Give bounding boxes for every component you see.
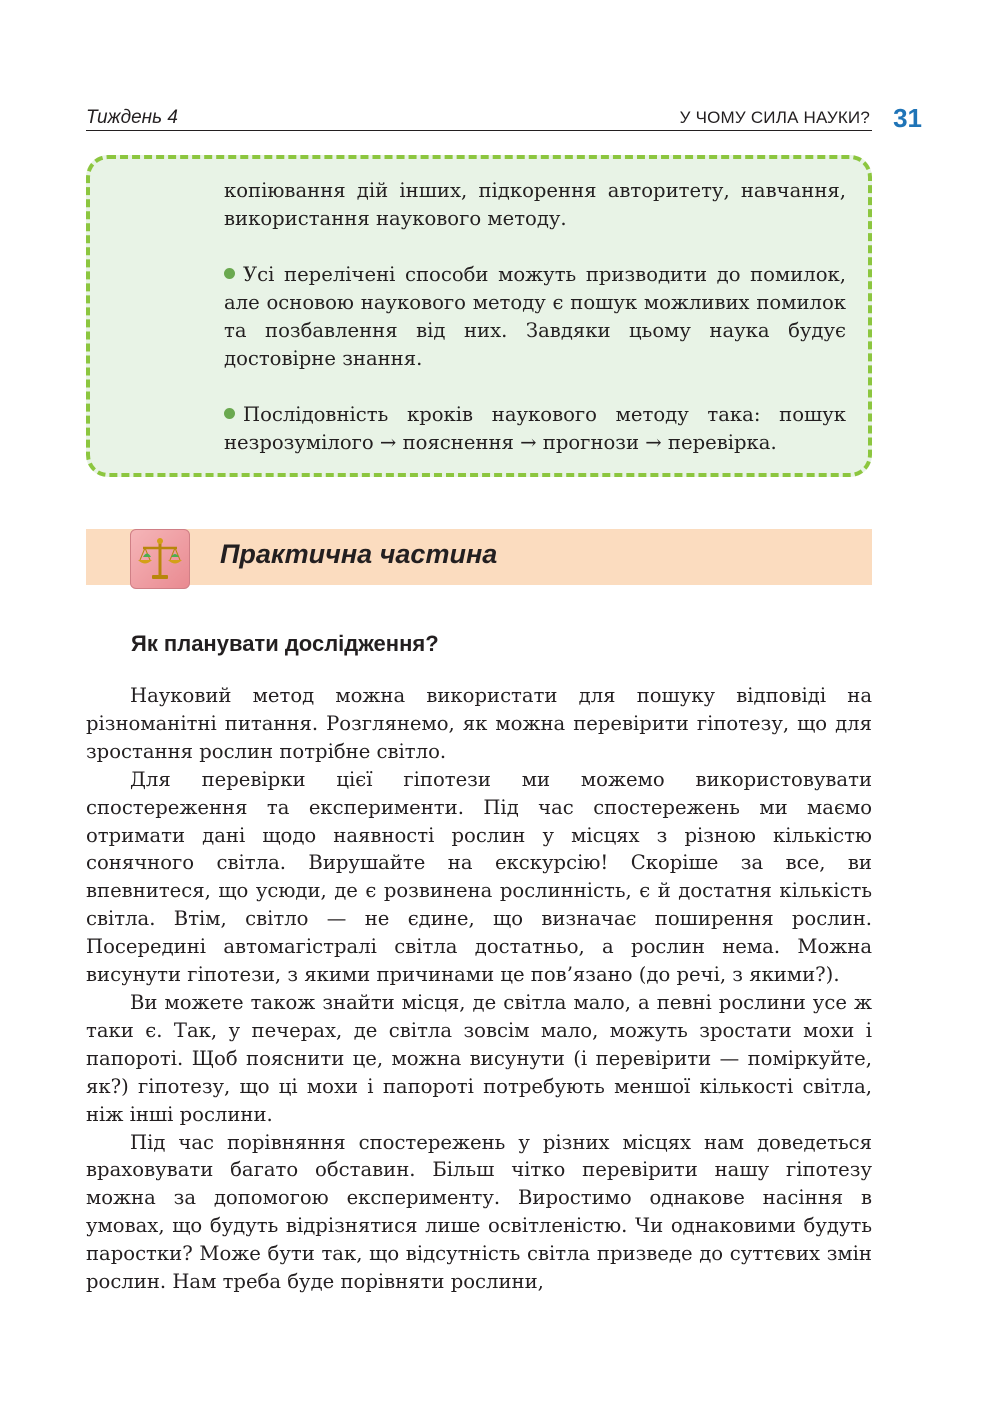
subheading: Як планувати дослідження? bbox=[131, 631, 439, 656]
header-divider bbox=[86, 130, 872, 131]
bullet-icon bbox=[224, 268, 235, 279]
page-header bbox=[86, 104, 922, 132]
body-paragraph: Під час порівняння спостережень у різних місцях нам доведеться враховувати багато обставин. Більш чітко перевірити нашу гіпотезу можна за допомогою експерименту. Виростимо однакове насіння в умовах, що будуть відрізнятися лише освітленістю. Чи однаковими будуть паростки? Може бути так, що відсутність світла призведе до суттєвих змін рослин. Нам треба буде порівняти рослини, bbox=[86, 1130, 872, 1294]
section-band bbox=[86, 529, 872, 585]
week-label: Тиждень 4 bbox=[86, 107, 178, 128]
summary-box bbox=[86, 155, 872, 477]
chapter-title: У ЧОМУ СИЛА НАУКИ? bbox=[679, 108, 870, 127]
body-paragraph: Науковий метод можна використати для пошуку відповіді на різноманітні питання. Розглянемо, як можна перевірити гіпотезу, що для зростання рослин потрібне світло. bbox=[86, 684, 872, 763]
summary-text bbox=[224, 177, 846, 457]
bullet-icon bbox=[224, 408, 235, 419]
body-text bbox=[86, 682, 872, 1296]
summary-paragraph bbox=[224, 401, 846, 457]
body-paragraph: Для перевірки цієї гіпотези ми можемо використовувати спостереження та експерименти. Під час спостережень ми маємо отримати дані щодо наявності рослин у місцях з різною кількістю сонячного світла. Вирушайте на екскурсію! Скоріше за все, ви впевнитеся, що усюди, де є розвинена рослинність, є й достатня кількість світла. Втім, світло — не єдине, що визначає поширення рослин. Посередині автомагістралі світла достатньо, а рослин нема. Можна висунути гіпотези, з якими причинами це пов’язано (до речі, з якими?). bbox=[86, 767, 872, 987]
scales-icon bbox=[130, 529, 190, 589]
page-number: 31 bbox=[893, 103, 922, 133]
body-paragraph: Ви можете також знайти місця, де світла мало, а певні рослини усе ж таки є. Так, у печерах, де світла зовсім мало, можуть зростати мохи і папороті. Щоб пояснити це, можна висунути (і перевірити — поміркуйте, як?) гіпотезу, що ці мохи і папороті потребують меншої кількості світла, ніж інші рослини. bbox=[86, 990, 872, 1126]
summary-paragraph bbox=[224, 261, 846, 373]
summary-bullet-text: Послідовність кроків наукового методу така: пошук незрозумілого → пояснення → прогнози → перевірка. bbox=[224, 403, 846, 454]
summary-bullet-text: Усі перелічені способи можуть призводити до помилок, але основою наукового методу є пошук можливих помилок та позбавлення від них. Завдяки цьому наука будує достовірне знання. bbox=[224, 263, 846, 370]
summary-paragraph: копіювання дій інших, підкорення авторитету, навчання, використання наукового методу. bbox=[224, 179, 846, 230]
section-title: Практична частина bbox=[220, 539, 498, 569]
